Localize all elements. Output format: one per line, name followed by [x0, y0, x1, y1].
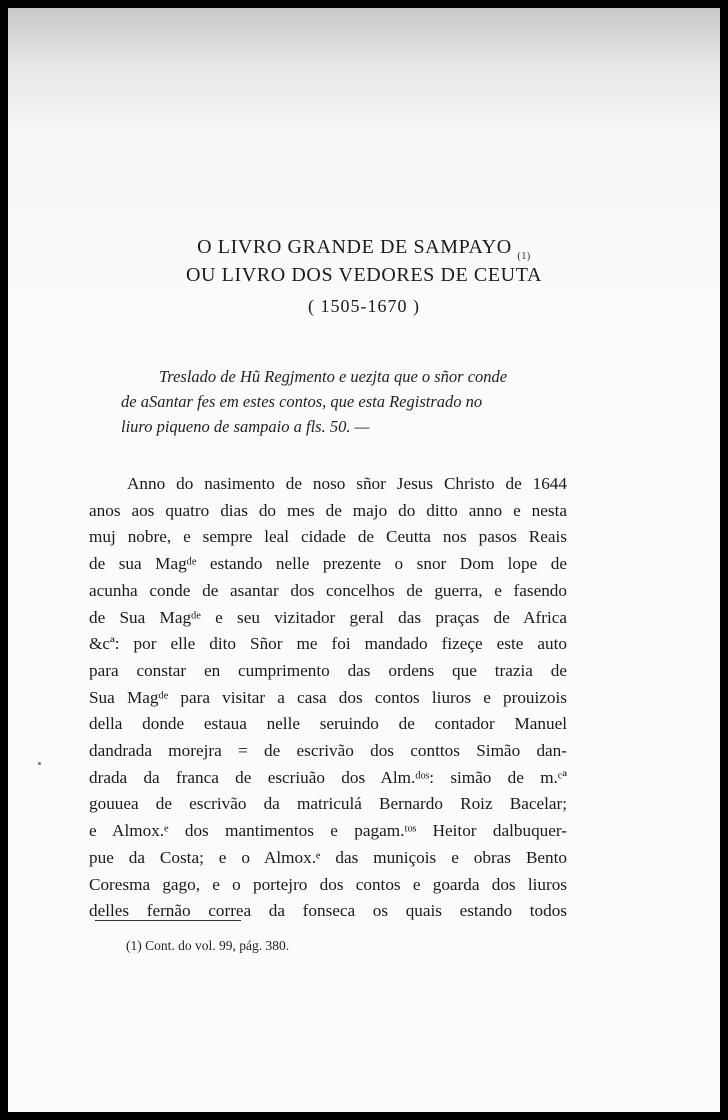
body-line: para constar en cumprimento das ordens que trazia de	[89, 660, 567, 680]
intro-line: Treslado de Hũ Regjmento e uezjta que o sñor conde	[159, 367, 508, 386]
heading-line-1	[8, 236, 720, 262]
body-line: Anno do nasimento de noso sñor Jesus Christo de 1644	[127, 474, 567, 493]
body-line: dandrada morejra = de escrivão dos conttos Simão dan-	[89, 741, 567, 761]
book-page	[8, 8, 720, 1112]
body-line: Sua Magᵈᵉ para visitar a casa dos contos liuros e prouizois	[89, 687, 567, 707]
body-line: Coresma gago, e o portejro dos contos e goarda dos liuros	[89, 874, 567, 894]
body-line: acunha conde de asantar dos concelhos de guerra, e fasendo	[89, 580, 567, 600]
body-line: e Almox.ᵉ dos mantimentos e pagam.ᵗᵒˢ Heitor dalbuquer-	[89, 821, 567, 841]
body-line: delles fernão correa da fonseca os quais estando todos	[89, 901, 567, 921]
intro-paragraph	[121, 364, 569, 439]
body-line: &cª: por elle dito Sñor me foi mandado fizeçe este auto	[89, 634, 567, 654]
body-line: muj nobre, e sempre leal cidade de Ceutta nos pasos Reais	[89, 527, 567, 547]
heading-line-2: OU LIVRO DOS VEDORES DE CEUTA	[186, 264, 542, 286]
body-line: de Sua Magᵈᵉ e seu vizitador geral das praças de Africa	[89, 607, 567, 627]
body-line: anos aos quatro dias do mes de majo do ditto anno e nesta	[89, 500, 567, 520]
heading-title: O LIVRO GRANDE DE SAMPAYO	[197, 236, 512, 258]
body-paragraph	[89, 471, 567, 925]
footnote-divider	[95, 920, 241, 921]
body-line: della donde estaua nelle seruindo de contador Manuel	[89, 714, 567, 734]
heading-dates: ( 1505-1670 )	[308, 296, 420, 316]
intro-line: liuro piqueno de sampaio a fls. 50. —	[121, 417, 370, 436]
intro-line: de aSantar fes em estes contos, que esta Registrado no	[121, 392, 483, 411]
heading-footnote-ref: (1)	[517, 251, 531, 262]
margin-speck	[38, 762, 41, 765]
body-line: pue da Costa; e o Almox.ᵉ das muniçois e obras Bento	[89, 847, 567, 867]
body-line: drada da franca de escriuão dos Alm.ᵈᵒˢ: simão de m.ᶜª	[89, 767, 567, 787]
footnote: (1) Cont. do vol. 99, pág. 380.	[126, 938, 290, 953]
body-line: de sua Magᵈᵉ estando nelle prezente o snor Dom lope de	[89, 554, 567, 574]
body-line: gouuea de escrivão da matriculá Bernardo Roiz Bacelar;	[89, 794, 567, 814]
